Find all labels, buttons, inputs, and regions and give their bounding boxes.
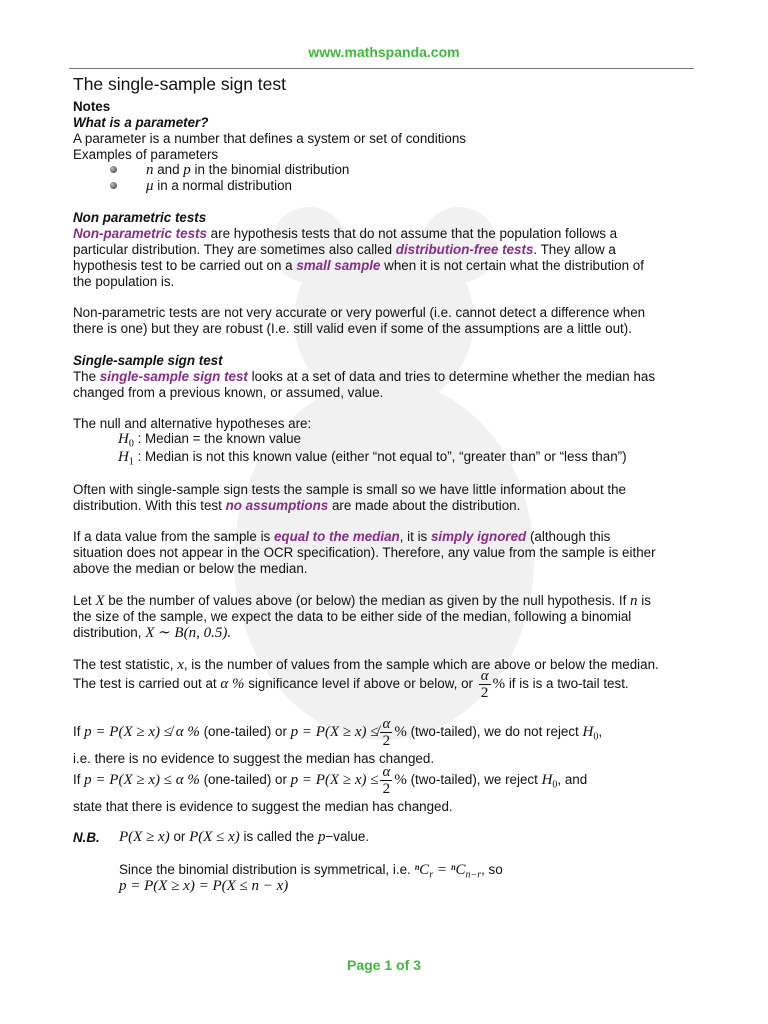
reject-line: If p = P(X ≥ x) ≤ α % (one-tailed) or p = P(X ≥ x) ≤ $\frac{\alpha}{2}$ % (two-tailed), we reject $H_0$, and (73, 764, 588, 797)
page-number: Page 1 of 3 (347, 957, 421, 973)
significance-level-line: The test is carried out at α % significance level if above or below, or $\frac{\alpha}{2}$ % if is is a two-tail test. (73, 668, 629, 701)
symmetry-line: Since the binomial distribution is symmetrical, i.e. ⁿC$_r$ = ⁿC$_{n-r}$, so (119, 862, 503, 881)
parameter-question: What is a parameter? (73, 115, 209, 130)
let-x-line-3: distribution, X ∼ B(n, 0.5). (73, 625, 232, 641)
do-not-reject-line: If p = P(X ≥ x) ≰ α % (one-tailed) or p = P(X ≥ x) ≰ $\frac{\alpha}{2}$ % (two-tailed), we do not reject $H_0$, (73, 716, 603, 749)
bullet-icon (110, 166, 117, 173)
nonparam-line-1: Non-parametric tests are hypothesis tests that do not assume that the population follows a (73, 226, 618, 241)
parameter-definition: A parameter is a number that defines a system or set of conditions (73, 131, 466, 146)
small-sample-line-1: Often with single-sample sign tests the sample is small so we have little information about the (73, 482, 626, 497)
nb-label: N.B. (73, 830, 100, 845)
header-rule (69, 68, 694, 69)
nonparam-line-4: the population is. (73, 274, 175, 289)
notes-heading: Notes (73, 99, 111, 114)
nonparam-p2-line-2: there is one) but they are robust (I.e. still valid even if some of the assumptions are a little out). (73, 321, 632, 336)
nonparam-heading: Non parametric tests (73, 210, 207, 225)
hypotheses-intro: The null and alternative hypotheses are: (73, 416, 312, 431)
bullet-binomial: n and p in the binomial distribution (146, 162, 350, 178)
alternative-hypothesis: $H_1$ : Median is not this known value (either “not equal to”, “greater than” or “less than”) (118, 449, 627, 468)
website-link[interactable]: www.mathspanda.com (308, 44, 460, 60)
nonparam-p2-line-1: Non-parametric tests are not very accurate or very powerful (i.e. cannot detect a difference when (73, 305, 646, 320)
bullet-normal: μ in a normal distribution (146, 178, 292, 194)
equal-median-line-3: above the median or below the median. (73, 561, 308, 576)
let-x-line-2: the size of the sample, we expect the data to be either side of the median, following a binomial (73, 609, 632, 624)
signtest-heading: Single-sample sign test (73, 353, 223, 368)
equal-median-line-1: If a data value from the sample is equal to the median, it is simply ignored (although this (73, 529, 611, 544)
examples-heading: Examples of parameters (73, 147, 219, 162)
equal-median-line-2: situation does not appear in the OCR specification). Therefore, any value from the sample is either (73, 545, 656, 560)
signtest-intro-1: The single-sample sign test looks at a set of data and tries to determine whether the median has (73, 369, 656, 384)
p-value-definition: P(X ≥ x) or P(X ≤ x) is called the p−value. (119, 829, 370, 845)
nonparam-line-2: particular distribution. They are sometimes also called distribution-free tests. They allow a (73, 242, 616, 257)
page-title: The single-sample sign test (73, 74, 287, 94)
bullet-icon (110, 182, 117, 189)
small-sample-line-2: distribution. With this test no assumptions are made about the distribution. (73, 498, 521, 513)
test-statistic-line: The test statistic, x, is the number of values from the sample which are above or below the median. (73, 657, 659, 673)
evidence-line: state that there is evidence to suggest the median has changed. (73, 799, 453, 814)
symmetry-equation: p = P(X ≥ x) = P(X ≤ n − x) (119, 878, 289, 894)
nonparam-line-3: hypothesis test to be carried out on a small sample when it is not certain what the distribution of (73, 258, 644, 273)
null-hypothesis: $H_0$ : Median = the known value (118, 431, 301, 450)
let-x-line-1: Let X be the number of values above (or below) the median as given by the null hypothesis. If n is (73, 593, 651, 609)
no-evidence-line: i.e. there is no evidence to suggest the median has changed. (73, 751, 435, 766)
signtest-intro-2: changed from a previous known, or assumed, value. (73, 385, 384, 400)
